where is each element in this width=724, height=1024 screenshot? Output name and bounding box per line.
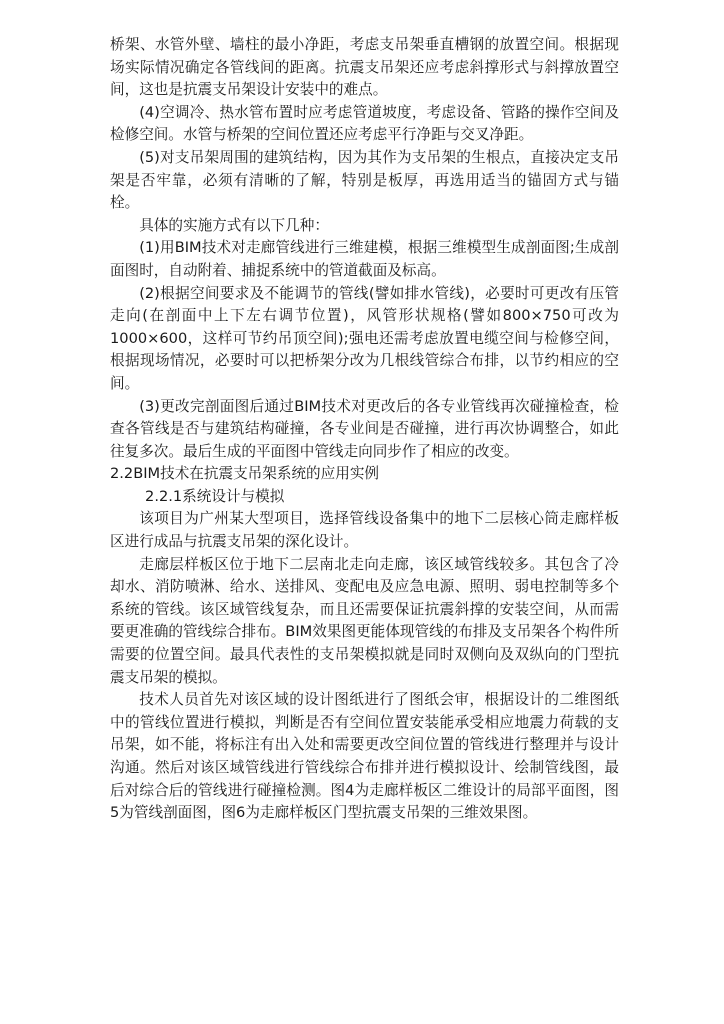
- paragraph-method-3: (3)更改完剖面图后通过BIM技术对更改后的各专业管线再次碰撞检查，检查各管线是否与建筑结构碰撞，各专业间是否碰撞，进行再次协调整合，如此往复多次。最后生成的平面图中管线走向同步作了相应的改变。: [110, 397, 619, 460]
- paragraph-item-4: (4)空调冷、热水管布置时应考虑管道坡度，考虑设备、管路的操作空间及检修空间。水管与桥架的空间位置还应考虑平行净距与交叉净距。: [110, 103, 619, 144]
- section-heading-2-2: 2.2BIM技术在抗震支吊架系统的应用实例: [110, 465, 380, 483]
- paragraph-corridor-description: 走廊层样板区位于地下二层南北走向走廊，该区域管线较多。其包含了冷却水、消防喷淋、给水、送排风、变配电及应急电源、照明、弱电控制等多个系统的管线。该区域管线复杂，而且还需要保证抗震斜撑的安装空间，从而需要更准确的管线综合排布。BIM效果图更能体现管线的布排及支吊架各个构件所需要的位置空间。最具代表性的支吊架模拟就是同时双侧向及双纵向的门型抗震支吊架的模拟。: [110, 555, 619, 686]
- paragraph-continued: 桥架、水管外壁、墙柱的最小净距，考虑支吊架垂直槽钢的放置空间。根据现场实际情况确定各管线间的距离。抗震支吊架还应考虑斜撑形式与斜撑放置空间，这也是抗震支吊架设计安装中的难点。: [110, 36, 619, 99]
- paragraph-method-1: (1)用BIM技术对走廊管线进行三维建模，根据三维模型生成剖面图;生成剖面图时，自动附着、捕捉系统中的管道截面及标高。: [110, 239, 619, 279]
- document-page: [110, 34, 619, 825]
- paragraph-item-5: (5)对支吊架周围的建筑结构，因为其作为支吊架的生根点，直接决定支吊架是否牢靠，必须有清晰的了解，特别是板厚，再选用适当的锚固方式与锚栓。: [110, 148, 619, 212]
- paragraph-project-intro: 该项目为广州某大型项目，选择管线设备集中的地下二层核心筒走廊样板区进行成品与抗震支吊架的深化设计。: [110, 510, 619, 551]
- paragraph-methods-intro: 具体的实施方式有以下几种：: [139, 216, 329, 234]
- paragraph-method-2: (2)根据空间要求及不能调节的管线(譬如排水管线)，必要时可更改有压管走向(在剖面中上下左右调节位置)，风管形状规格(譬如800×750可改为1000×600，这样可节约吊顶空间);强电还需考虑放置电缆空间与检修空间，根据现场情况，必要时可以把桥架分改为几根线管综合布排，以节约相应的空间。: [110, 284, 619, 392]
- paragraph-design-review: 技术人员首先对该区域的设计图纸进行了图纸会审，根据设计的二维图纸中的管线位置进行模拟，判断是否有空间位置安装能承受相应地震力荷载的支吊架，如不能，将标注有出入处和需要更改空间位置的管线进行整理并与设计沟通。然后对该区域管线进行管线综合布排并进行模拟设计、绘制管线图，最后对综合后的管线进行碰撞检测。图4为走廊样板区二维设计的局部平面图，图5为管线剖面图，图6为走廊样板区门型抗震支吊架的三维效果图。: [110, 691, 619, 822]
- subsection-heading-2-2-1: 2.2.1系统设计与模拟: [145, 487, 285, 505]
